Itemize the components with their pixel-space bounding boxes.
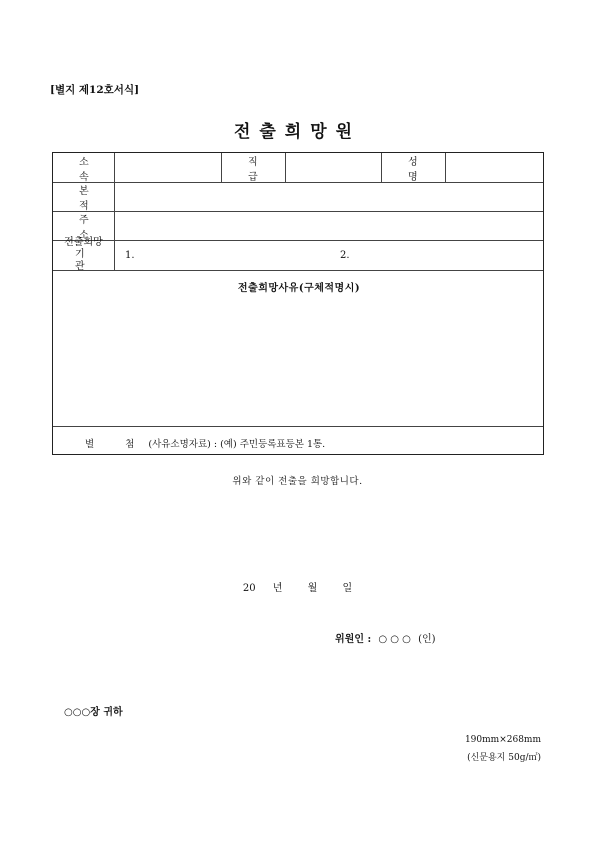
domicile-label: 본 적	[79, 185, 115, 212]
desired-agency-label-line1: 전출희망	[64, 237, 103, 248]
document-title: 전출희망원	[233, 122, 362, 142]
date-month: 월	[307, 583, 318, 594]
address-label: 주 소	[79, 214, 115, 241]
applicant-line	[335, 630, 436, 645]
statement-text: 위와 같이 전출을 희망합니다.	[232, 476, 363, 487]
attachment-text: (사유소명자료) : (예) 주민등록표등본 1통.	[148, 439, 326, 450]
address-field[interactable]	[115, 211, 545, 240]
desired-agency-label	[53, 237, 114, 272]
date-day: 일	[342, 583, 353, 594]
paper-size: 190mm×268mm	[464, 735, 541, 745]
reason-label: 전출희망사유(구체적명시)	[237, 283, 361, 294]
domicile-field[interactable]	[115, 182, 545, 211]
date-year: 년	[272, 583, 283, 594]
applicant-marks: ○ ○ ○	[378, 634, 411, 645]
choice-2: 2.	[340, 249, 350, 261]
name-label: 성 명	[408, 156, 444, 183]
rank-label: 직 급	[248, 156, 284, 183]
affiliation-label: 소 속	[79, 156, 115, 183]
applicant-label: 위원인 :	[335, 634, 372, 645]
application-table	[52, 152, 544, 455]
choice-1-field[interactable]	[143, 240, 333, 270]
choice-1: 1.	[125, 249, 135, 261]
attachment-row	[85, 436, 325, 450]
name-field[interactable]	[446, 153, 545, 182]
date-line	[0, 579, 595, 594]
rank-field[interactable]	[286, 153, 381, 182]
table-rule	[53, 270, 543, 271]
attachment-label: 별 첨	[85, 439, 149, 450]
paper-spec: (신문용지 50g/㎡)	[467, 753, 541, 763]
table-rule	[53, 426, 543, 427]
addressee: ○○○장 귀하	[64, 707, 123, 718]
affiliation-field[interactable]	[115, 153, 221, 182]
desired-agency-label-line2: 기 관	[75, 249, 107, 272]
form-number-label: [별지 제12호서식]	[50, 84, 140, 96]
date-year-prefix: 20	[242, 583, 256, 594]
reason-field[interactable]	[53, 298, 545, 424]
applicant-seal: (인)	[418, 634, 436, 645]
choice-2-field[interactable]	[358, 240, 543, 270]
